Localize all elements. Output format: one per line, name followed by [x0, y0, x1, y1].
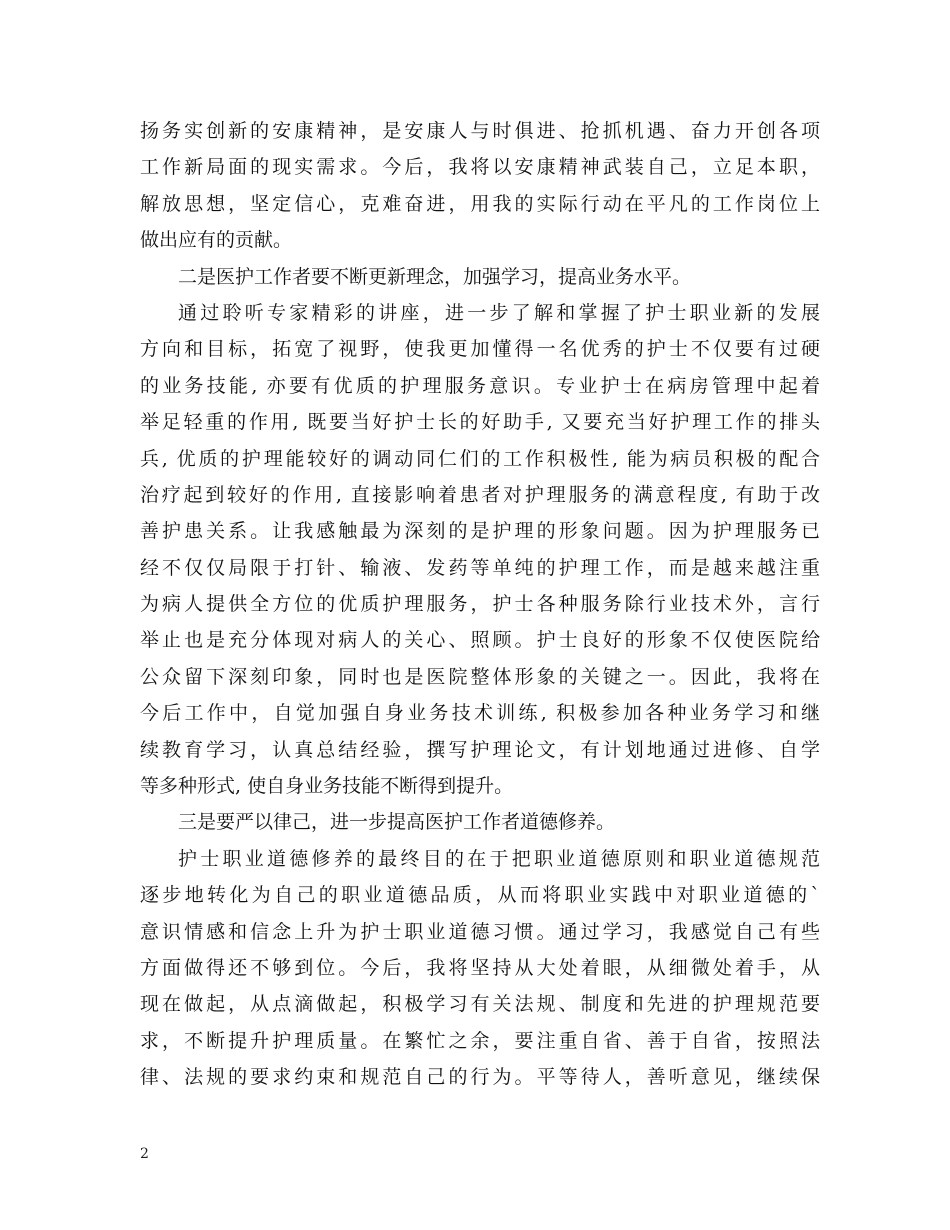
text-line: 治疗起到较好的作用, 直接影响着患者对护理服务的满意程度, 有助于改 [140, 483, 820, 506]
text-line: 今后工作中，自觉加强自身业务技术训练, 积极参加各种业务学习和继 [140, 702, 820, 725]
text-line: 的业务技能, 亦要有优质的护理服务意识。专业护士在病房管理中起着 [140, 374, 820, 397]
text-line: 经不仅仅局限于打针、输液、发药等单纯的护理工作，而是越来越注重 [140, 556, 820, 579]
text-line: 做出应有的贡献。 [140, 229, 293, 252]
text-line: 逐步地转化为自己的职业道德品质，从而将职业实践中对职业道德的` [140, 884, 820, 907]
text-line: 求，不断提升护理质量。在繁忙之余，要注重自省、善于自省，按照法 [140, 1029, 820, 1052]
text-line: 律、法规的要求约束和规范自己的行为。平等待人，善听意见，继续保 [140, 1066, 820, 1089]
text-line: 护士职业道德修养的最终目的在于把职业道德原则和职业道德规范 [178, 847, 820, 870]
text-line: 等多种形式, 使自身业务技能不断得到提升。 [140, 775, 514, 798]
section-heading: 三是要严以律己，进一步提高医护工作者道德修养。 [178, 811, 616, 834]
text-line: 方向和目标，拓宽了视野，使我更加懂得一名优秀的护士不仅要有过硬 [140, 338, 820, 361]
page-number: 2 [140, 1146, 149, 1162]
text-line: 通过聆听专家精彩的讲座，进一步了解和掌握了护士职业新的发展 [178, 301, 820, 324]
text-line: 方面做得还不够到位。今后，我将坚持从大处着眼，从细微处着手，从 [140, 956, 820, 979]
text-line: 为病人提供全方位的优质护理服务，护士各种服务除行业技术外，言行 [140, 593, 820, 616]
text-line: 续教育学习，认真总结经验，撰写护理论文，有计划地通过进修、自学 [140, 738, 820, 761]
text-line: 工作新局面的现实需求。今后，我将以安康精神武装自己，立足本职， [140, 156, 820, 179]
text-line: 善护患关系。让我感触最为深刻的是护理的形象问题。因为护理服务已 [140, 520, 820, 543]
text-line: 公众留下深刻印象，同时也是医院整体形象的关键之一。因此，我将在 [140, 665, 820, 688]
text-line: 解放思想，坚定信心，克难奋进，用我的实际行动在平凡的工作岗位上 [140, 192, 820, 215]
section-heading: 二是医护工作者要不断更新理念，加强学习，提高业务水平。 [178, 265, 692, 288]
document-body [140, 113, 820, 1096]
text-line: 兵, 优质的护理能较好的调动同仁们的工作积极性, 能为病员积极的配合 [140, 447, 820, 470]
text-line: 举止也是充分体现对病人的关心、照顾。护士良好的形象不仅使医院给 [140, 629, 820, 652]
text-line: 意识情感和信念上升为护士职业道德习惯。通过学习，我感觉自己有些 [140, 920, 820, 943]
text-line: 举足轻重的作用, 既要当好护士长的好助手, 又要充当好护理工作的排头 [140, 411, 820, 434]
text-line: 扬务实创新的安康精神，是安康人与时俱进、抢抓机遇、奋力开创各项 [140, 120, 820, 142]
text-line: 现在做起，从点滴做起，积极学习有关法规、制度和先进的护理规范要 [140, 993, 820, 1016]
